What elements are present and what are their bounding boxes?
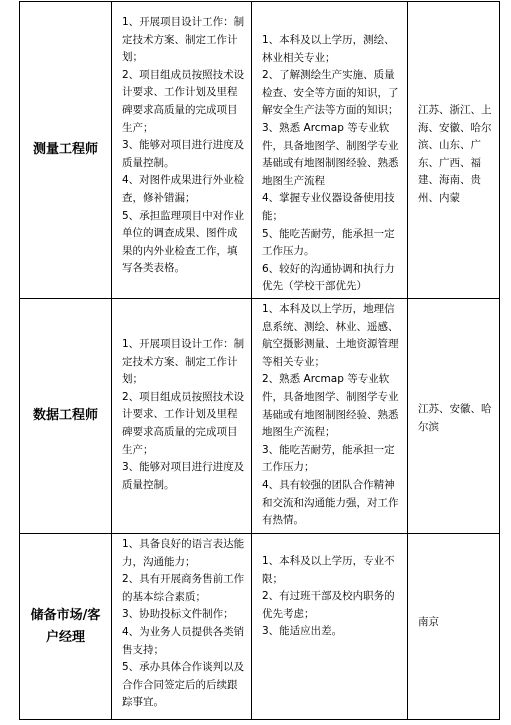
list-item: 2、项目组成员按照技术设计要求、工作计划及里程碑要求高质量的完成项目生产； bbox=[122, 68, 245, 134]
requirements-list bbox=[262, 301, 401, 530]
table-row bbox=[20, 2, 499, 299]
job-title: 数据工程师 bbox=[32, 408, 98, 423]
list-item: 4、为业务人员提供各类销售支持； bbox=[122, 625, 245, 656]
list-item: 3、熟悉 Arcmap 等专业软件，具备地图学、制图学专业基础或有地图制图经验、熟悉地图生产流程 bbox=[262, 121, 399, 187]
list-item: 2、项目组成员按照技术设计要求、工作计划及里程碑要求高质量的完成项目生产； bbox=[122, 390, 245, 456]
list-item: 4、对图件成果进行外业检查，修补错漏； bbox=[122, 174, 245, 204]
list-item: 1、开展项目设计工作：制定技术方案、制定工作计划； bbox=[122, 16, 245, 64]
job-title: 储备市场/客户经理 bbox=[30, 607, 101, 645]
list-item: 3、能够对项目进行进度及质量控制。 bbox=[122, 139, 245, 169]
list-item: 6、较好的沟通协调和执行力优先（学校干部优先） bbox=[262, 262, 395, 293]
list-item: 2、具有开展商务售前工作的基本综合素质； bbox=[122, 573, 245, 603]
location-cell bbox=[408, 299, 499, 533]
duties-cell bbox=[112, 299, 252, 533]
list-item: 1、本科及以上学历，测绘、林业相关专业； bbox=[262, 34, 395, 64]
requirements-list bbox=[262, 553, 401, 641]
list-item: 4、具有较强的团队合作精神和交流和沟通能力强，对工作有热情。 bbox=[262, 478, 399, 527]
list-item: 5、承担监理项目中对作业单位的调查成果、图件成果的内外业检查工作，填写各类表格。 bbox=[122, 209, 245, 275]
job-title: 测量工程师 bbox=[32, 142, 98, 157]
list-item: 5、承办具体合作谈判以及合作合同签定后的后续跟踪事宜。 bbox=[122, 661, 245, 709]
location-text: 江苏、浙江、上海、安徽、哈尔滨、山东、广东、广西、福建、海南、贵州、内蒙 bbox=[418, 104, 492, 204]
requirements-cell bbox=[252, 534, 408, 719]
location-cell bbox=[408, 534, 499, 719]
list-item: 1、本科及以上学历，专业不限； bbox=[262, 555, 395, 585]
job-title-cell bbox=[20, 299, 112, 533]
location-text: 南京 bbox=[418, 616, 439, 628]
duties-list bbox=[122, 336, 245, 494]
requirements-list bbox=[262, 32, 401, 296]
duties-list bbox=[122, 536, 245, 712]
duties-cell bbox=[112, 534, 252, 719]
list-item: 2、熟悉 Arcmap 等专业软件，具备地图学、制图学专业基础或有地图制图经验、熟悉地图生产流程； bbox=[262, 373, 399, 439]
list-item: 5、能吃苦耐劳，能承担一定工作压力。 bbox=[262, 227, 395, 258]
requirements-cell bbox=[252, 2, 408, 298]
location-text: 江苏、安徽、哈尔滨 bbox=[418, 403, 492, 433]
table-row bbox=[20, 534, 499, 719]
list-item: 1、开展项目设计工作：制定技术方案、制定工作计划； bbox=[122, 338, 245, 386]
requirements-cell bbox=[252, 299, 408, 533]
job-title-cell bbox=[20, 534, 112, 719]
list-item: 4、掌握专业仪器设备使用技能； bbox=[262, 192, 395, 222]
list-item: 2、有过班干部及校内职务的优先考虑； bbox=[262, 590, 395, 620]
list-item: 3、能适应出差。 bbox=[262, 625, 343, 638]
duties-cell bbox=[112, 2, 252, 298]
list-item: 3、协助投标文件制作； bbox=[122, 608, 234, 621]
list-item: 3、能吃苦耐劳，能承担一定工作压力； bbox=[262, 443, 395, 474]
list-item: 1、具备良好的语言表达能力，沟通能力； bbox=[122, 538, 245, 568]
list-item: 2、了解测绘生产实施、质量检查、安全等方面的知识，了解安全生产法等方面的知识； bbox=[262, 69, 399, 117]
list-item: 1、本科及以上学历，地理信息系统、测绘、林业、遥感、航空摄影测量、土地资源管理等相关专业； bbox=[262, 303, 399, 368]
duties-list bbox=[122, 14, 245, 278]
job-table bbox=[19, 1, 500, 720]
list-item: 3、能够对项目进行进度及质量控制。 bbox=[122, 461, 245, 491]
job-title-cell bbox=[20, 2, 112, 298]
table-row bbox=[20, 299, 499, 534]
location-cell bbox=[408, 2, 499, 298]
